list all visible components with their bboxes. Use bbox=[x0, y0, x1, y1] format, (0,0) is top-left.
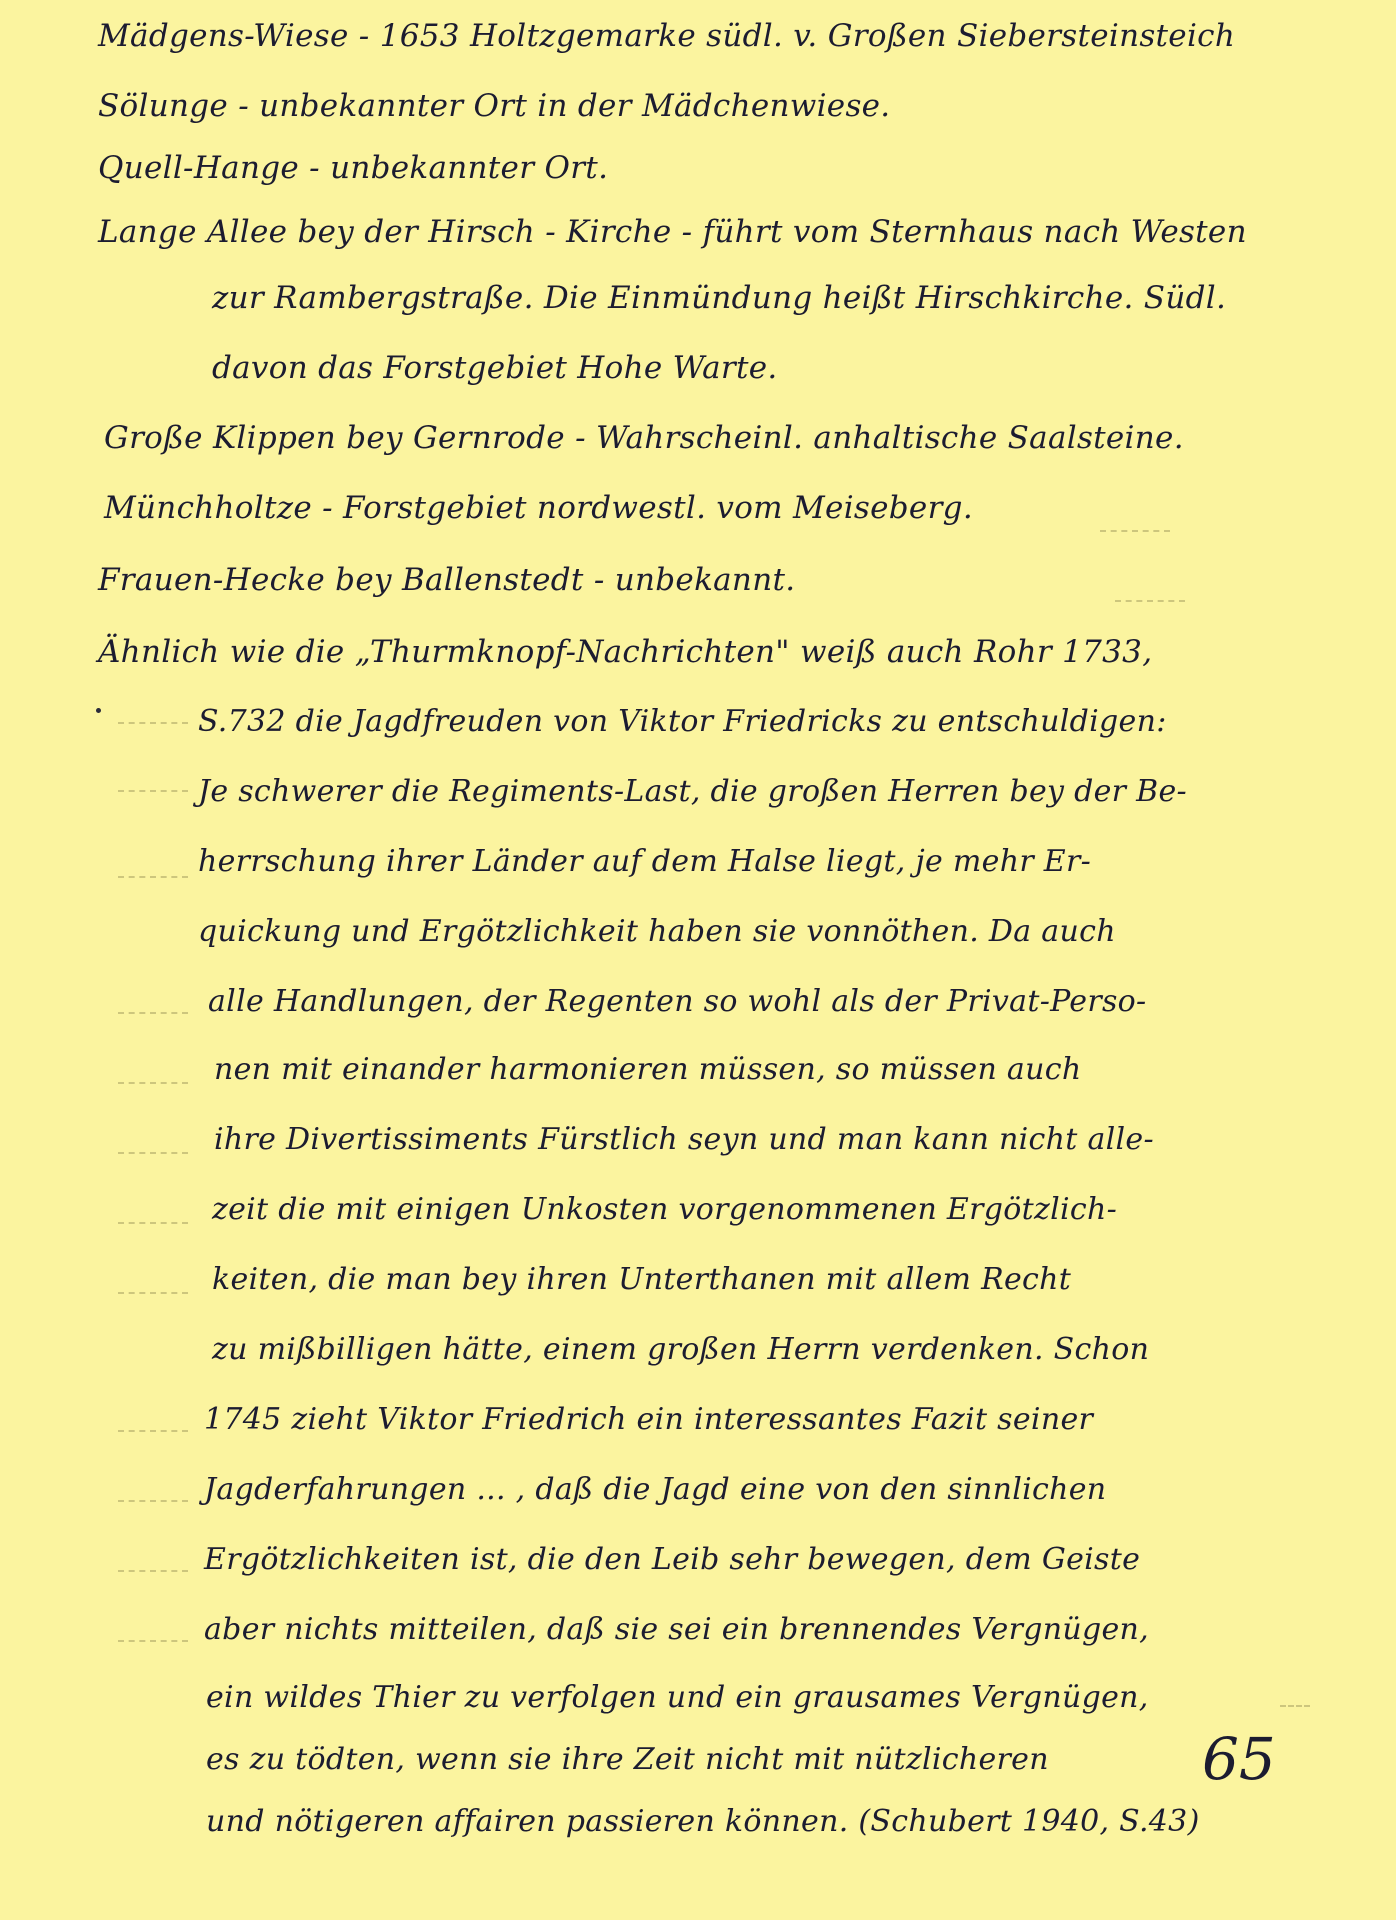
margin-guide bbox=[118, 1430, 188, 1432]
margin-guide bbox=[118, 1292, 188, 1294]
text-line: Große Klippen bey Gernrode - Wahrscheinl. anhaltische Saalsteine. bbox=[104, 420, 1184, 456]
text-line: S.732 die Jagdfreuden von Viktor Friedricks zu entschuldigen: bbox=[198, 704, 1167, 739]
margin-guide bbox=[118, 876, 188, 878]
text-line: zu mißbilligen hätte, einem großen Herrn verdenken. Schon bbox=[212, 1332, 1150, 1367]
text-line: und nötigeren affairen passieren können. (Schubert 1940, S.43) bbox=[206, 1804, 1200, 1839]
margin-guide bbox=[118, 1012, 188, 1014]
page-number: 65 bbox=[1202, 1725, 1276, 1793]
text-line: ihre Divertissiments Fürstlich seyn und man kann nicht alle- bbox=[214, 1122, 1154, 1157]
text-line: aber nichts mitteilen, daß sie sei ein brennendes Vergnügen, bbox=[204, 1612, 1149, 1647]
text-line: zur Rambergstraße. Die Einmündung heißt Hirschkirche. Südl. bbox=[212, 280, 1227, 316]
text-line: Frauen-Hecke bey Ballenstedt - unbekannt. bbox=[98, 562, 796, 598]
text-line: zeit die mit einigen Unkosten vorgenommenen Ergötzlich- bbox=[212, 1192, 1118, 1227]
text-line: alle Handlungen, der Regenten so wohl als der Privat-Perso- bbox=[208, 984, 1147, 1019]
text-line: ein wildes Thier zu verfolgen und ein grausames Vergnügen, bbox=[206, 1680, 1149, 1715]
margin-guide bbox=[118, 1570, 188, 1572]
text-line: Ähnlich wie die „Thurmknopf-Nachrichten" weiß auch Rohr 1733, bbox=[98, 634, 1153, 670]
text-line: keiten, die man bey ihren Unterthanen mit allem Recht bbox=[212, 1262, 1072, 1297]
text-line: herrschung ihrer Länder auf dem Halse liegt, je mehr Er- bbox=[198, 844, 1092, 879]
margin-guide bbox=[118, 1222, 188, 1224]
text-line: nen mit einander harmonieren müssen, so müssen auch bbox=[214, 1052, 1082, 1087]
margin-dot bbox=[96, 708, 101, 713]
margin-guide bbox=[1115, 600, 1185, 602]
margin-guide bbox=[1100, 530, 1170, 532]
margin-guide bbox=[1280, 1705, 1310, 1707]
text-line: Quell-Hange - unbekannter Ort. bbox=[98, 150, 609, 186]
margin-guide bbox=[118, 1640, 188, 1642]
text-line: quickung und Ergötzlichkeit haben sie vonnöthen. Da auch bbox=[198, 914, 1116, 949]
text-line: Lange Allee bey der Hirsch - Kirche - führt vom Sternhaus nach Westen bbox=[98, 214, 1247, 250]
text-line: es zu tödten, wenn sie ihre Zeit nicht mit nützlicheren bbox=[206, 1742, 1049, 1777]
text-line: davon das Forstgebiet Hohe Warte. bbox=[212, 350, 778, 386]
text-line: Jagderfahrungen ... , daß die Jagd eine von den sinnlichen bbox=[204, 1472, 1107, 1507]
margin-guide bbox=[118, 1152, 188, 1154]
text-line: Sölunge - unbekannter Ort in der Mädchenwiese. bbox=[98, 88, 891, 124]
text-line: Je schwerer die Regiments-Last, die großen Herren bey der Be- bbox=[198, 774, 1187, 809]
margin-guide bbox=[118, 790, 188, 792]
margin-guide bbox=[118, 722, 188, 724]
text-line: Ergötzlichkeiten ist, die den Leib sehr bewegen, dem Geiste bbox=[204, 1542, 1141, 1577]
text-line: Münchholtze - Forstgebiet nordwestl. vom Meiseberg. bbox=[104, 490, 973, 526]
text-line: 1745 zieht Viktor Friedrich ein interessantes Fazit seiner bbox=[204, 1402, 1094, 1437]
margin-guide bbox=[118, 1082, 188, 1084]
margin-guide bbox=[118, 1500, 188, 1502]
text-line: Mädgens-Wiese - 1653 Holtzgemarke südl. v. Großen Siebersteinsteich bbox=[98, 18, 1236, 54]
